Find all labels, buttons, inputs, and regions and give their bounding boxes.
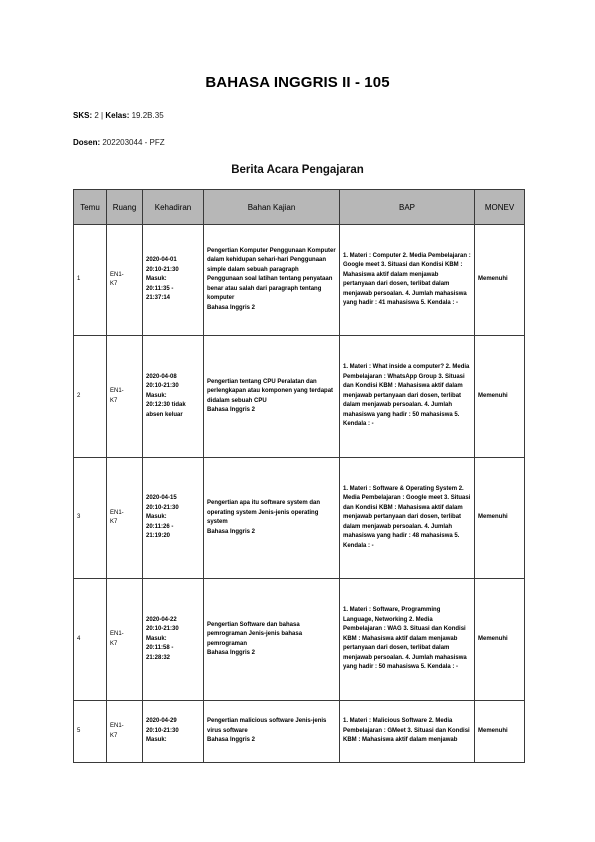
ruang-text: EN1- K7 [110,509,124,525]
cell-ruang [107,458,143,579]
sks-value: 2 [94,111,99,120]
cell-bahan-kajian [204,701,340,763]
bahan-text: Pengertian Software dan bahasa pemrograman Jenis-jenis bahasa pemrograman Bahasa Inggris 2 [207,621,303,656]
header-bahan-kajian: Bahan Kajian [204,190,340,225]
section-subtitle: Berita Acara Pengajaran [231,164,364,176]
cell-ruang [107,336,143,458]
cell-bap: 1. Materi : What inside a computer? 2. Media Pembelajaran : WhatsApp Group 3. Situasi dan Kondisi KBM : Mahasiswa aktif dalam menjawab pertanyaan dari dosen, terlibat dalam menjawab persoalan. 4. Jumlah mahasiswa yang hadir : 50 mahasiswa 5. Kendala : - [340,336,475,458]
dosen-label: Dosen: [73,138,101,147]
sks-label: SKS: [73,111,93,120]
cell-bahan-kajian [204,579,340,701]
ruang-text: EN1- K7 [110,631,124,647]
course-meta [73,111,164,120]
cell-temu: 5 [74,701,107,763]
table-header-row [74,190,525,225]
header-kehadiran: Kehadiran [143,190,204,225]
cell-temu: 2 [74,336,107,458]
cell-bahan-kajian [204,336,340,458]
table-row [74,225,525,336]
cell-ruang [107,225,143,336]
cell-bahan-kajian [204,225,340,336]
kehadiran-text: 2020-04-15 20:10-21:30 Masuk: 20:11:26 - 21:19:20 [146,495,179,540]
kehadiran-text: 2020-04-08 20:10-21:30 Masuk: 20:12:30 tidak absen keluar [146,373,186,418]
cell-kehadiran [143,701,204,763]
table-row [74,701,525,763]
header-ruang: Ruang [107,190,143,225]
cell-bap: 1. Materi : Software, Programming Language, Networking 2. Media Pembelajaran : WAG 3. Situasi dan Kondisi KBM : Mahasiswa aktif dalam menjawab pertanyaan dari dosen, terlibat dalam menjawab persoalan. 4. Jumlah mahasiswa yang hadir : 50 mahasiswa 5. Kendala : - [340,579,475,701]
header-temu: Temu [74,190,107,225]
cell-monev: Memenuhi [475,579,525,701]
cell-ruang [107,579,143,701]
cell-monev: Memenuhi [475,225,525,336]
header-monev: MONEV [475,190,525,225]
ruang-text: EN1- K7 [110,723,124,739]
cell-temu: 3 [74,458,107,579]
cell-monev: Memenuhi [475,458,525,579]
cell-temu: 4 [74,579,107,701]
table-row [74,579,525,701]
cell-bahan-kajian [204,458,340,579]
table-row [74,458,525,579]
ruang-text: EN1- K7 [110,388,124,404]
kehadiran-text: 2020-04-29 20:10-21:30 Masuk: [146,718,179,744]
kelas-value: 19.2B.35 [131,111,164,120]
cell-kehadiran [143,225,204,336]
bahan-text: Pengertian apa itu software system dan operating system Jenis-jenis operating system Bahasa Inggris 2 [207,500,321,535]
cell-kehadiran [143,336,204,458]
kehadiran-text: 2020-04-22 20:10-21:30 Masuk: 20:11:58 - 21:28:32 [146,616,179,661]
bahan-text: Pengertian malicious software Jenis-jenis virus software Bahasa Inggris 2 [207,718,327,744]
dosen-value: 202203044 - PFZ [102,138,165,147]
cell-kehadiran [143,458,204,579]
table-row [74,336,525,458]
cell-kehadiran [143,579,204,701]
header-bap: BAP [340,190,475,225]
kehadiran-text: 2020-04-01 20:10-21:30 Masuk: 20:11:35 - 21:37:14 [146,257,179,302]
bahan-text: Pengertian Komputer Penggunaan Komputer dalam kehidupan sehari-hari Penggunaan simple dalam sebuah paragraph Penggunaan soal latihan tentang penyataan benar atau salah dari paragraph tentang komputer Bahasa Inggris 2 [207,247,336,311]
meta-separator: | [101,111,104,120]
cell-monev: Memenuhi [475,336,525,458]
cell-ruang [107,701,143,763]
cell-monev: Memenuhi [475,701,525,763]
cell-bap: 1. Materi : Computer 2. Media Pembelajaran : Google meet 3. Situasi dan Kondisi KBM : Mahasiswa aktif dalam menjawab pertanyaan dari dosen, terlibat dalam menjawab persoalan. 4. Jumlah mahasiswa yang hadir : 41 mahasiswa 5. Kendala : - [340,225,475,336]
cell-temu: 1 [74,225,107,336]
kelas-label: Kelas: [105,111,130,120]
bahan-text: Pengertian tentang CPU Peralatan dan perlengkapan atau komponen yang terdapat didalam sebuah CPU Bahasa Inggris 2 [207,378,334,413]
cell-bap: 1. Materi : Malicious Software 2. Media Pembelajaran : GMeet 3. Situasi dan Kondisi KBM : Mahasiswa aktif dalam menjawab [340,701,475,763]
document-title: BAHASA INGGRIS II - 105 [205,74,390,91]
cell-bap: 1. Materi : Software & Operating System 2. Media Pembelajaran : Google meet 3. Situasi dan Kondisi KBM : Mahasiswa aktif dalam menjawab pertanyaan dari dosen, terlibat dalam menjawab persoalan. 4. Jumlah mahasiswa yang hadir : 48 mahasiswa 5. Kendala : - [340,458,475,579]
ruang-text: EN1- K7 [110,271,124,287]
lecturer-meta [73,138,165,147]
teaching-record-table [73,189,525,763]
